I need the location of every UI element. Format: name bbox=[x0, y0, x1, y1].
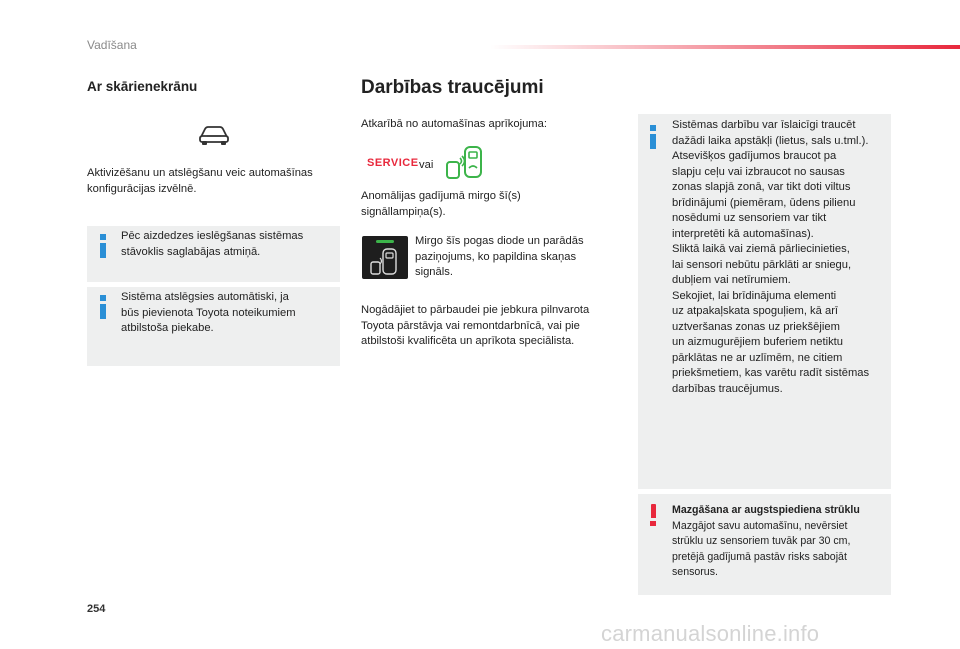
or-text: vai bbox=[419, 159, 434, 171]
touchscreen-intro: Aktivizēšanu un atslēgšanu veic automašīnas konfigurācijas izvēlnē. bbox=[87, 167, 313, 195]
blind-spot-warning-icon bbox=[443, 146, 485, 180]
info-icon bbox=[100, 234, 106, 258]
weather-info-note: Sistēmas darbību var īslaicīgi traucēt dažādi laika apstākļi (lietus, sals u.tml.). Atsevišķos gadījumos braucot pa slapju ceļu vai izbraucot no sausas zonas slapjā zonā, var tikt doti viltus brīdinājumi (piemēram, ūdens pilienu nosēdumi uz sensoriem var tikt interpretēti kā automašīnas). Sliktā laikā vai ziemā pārliecinieties, lai sensori nebūtu pārklāti ar sniegu, dubļiem vai netīrumiem. Sekojiet, lai brīdinājuma elementi uz atpakaļskata spoguļiem, kā arī uztveršanas zonas uz priekšējiem un aizmugurējiem buferiem netiktu pārklātas ne ar uzlīmēm, ne citiem priekšmetiem, kas varētu radīt sistēmas darbības traucējumus. bbox=[638, 114, 891, 489]
anomaly-text: Anomālijas gadījumā mirgo šī(s) signāllampiņa(s). bbox=[361, 190, 521, 218]
car-icon bbox=[198, 124, 230, 146]
malfunctions-section-title: Darbības traucējumi bbox=[361, 77, 544, 98]
button-blink-text: Mirgo šīs pogas diode un parādās paziņojums, ko papildina skaņas signāls. bbox=[415, 235, 584, 278]
equipment-intro: Atkarībā no automašīnas aprīkojuma: bbox=[361, 118, 547, 130]
warning-icon bbox=[650, 504, 656, 526]
pressure-washing-warning: Mazgāšana ar augstspiediena strūklu Mazgājot savu automašīnu, nevērsiet strūklu uz sensoriem tuvāk par 30 cm, pretējā gadījumā pastāv risks sabojāt sensorus. bbox=[638, 494, 891, 595]
blind-spot-button-icon bbox=[362, 236, 408, 279]
page-number: 254 bbox=[87, 603, 106, 615]
service-warning-light: SERVICE bbox=[367, 157, 419, 169]
chapter-title: Vadīšana bbox=[87, 38, 137, 52]
watermark: carmanualsonline.info bbox=[601, 621, 820, 646]
touchscreen-section-title: Ar skārienekrānu bbox=[87, 79, 198, 94]
info-icon bbox=[650, 125, 656, 149]
memory-note: Pēc aizdedzes ieslēgšanas sistēmas stāvoklis saglabājas atmiņā. bbox=[87, 226, 340, 282]
blind-spot-button-image bbox=[362, 236, 408, 279]
header-accent-bar bbox=[490, 45, 960, 49]
warning-title: Mazgāšana ar augstspiediena strūklu bbox=[672, 504, 860, 516]
info-icon bbox=[100, 295, 106, 319]
dealer-check-text: Nogādājiet to pārbaudei pie jebkura pilnvarota Toyota pārstāvja vai remontdarbnīcā, vai pie atbilstoši kvalificēta un aprīkota speciālista. bbox=[361, 304, 590, 347]
trailer-note: Sistēma atslēgsies automātiski, ja būs pievienota Toyota noteikumiem atbilstoša piekabe. bbox=[87, 287, 340, 366]
